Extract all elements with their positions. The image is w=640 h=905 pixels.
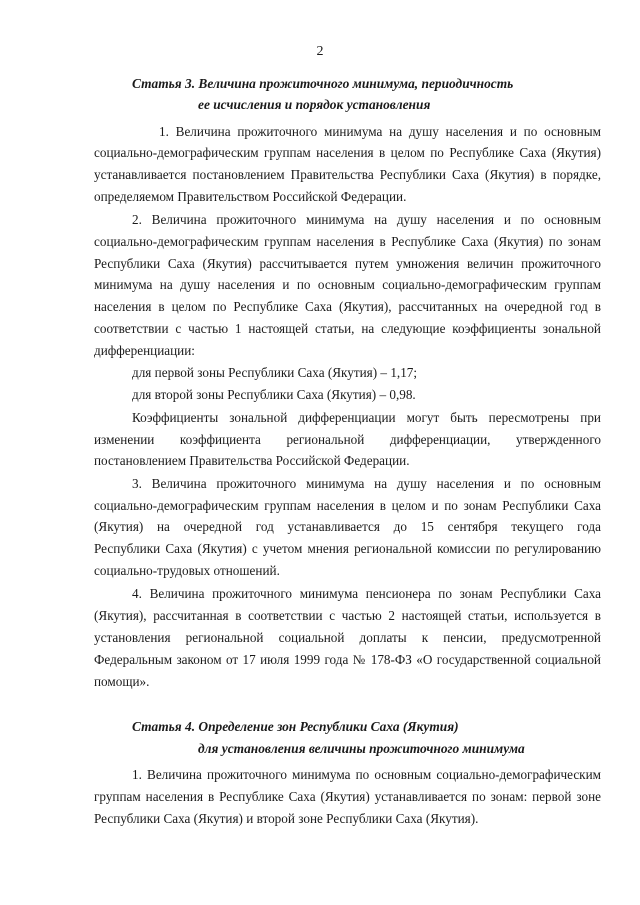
article-3-title-line-1: Статья 3. Величина прожиточного минимума, периодичность: [132, 76, 514, 91]
article-4-title-line-2: для установления величины прожиточного минимума: [198, 741, 525, 756]
article-3-p4-line: 4. Величина прожиточного минимума пенсионера по зонам Республики Саха: [132, 586, 601, 601]
article-3-p4-line: установления региональной социальной доплаты к пенсии, предусмотренной: [94, 630, 601, 645]
article-3-p3-line: социально-демографическим группам населения в целом и по зонам Республики Саха: [94, 498, 601, 513]
page-number: 2: [316, 44, 324, 59]
article-3-p2-line: 2. Величина прожиточного минимума на душу населения и по основным: [132, 212, 601, 227]
article-3-p2-line: Республики Саха (Якутия) рассчитывается путем умножения величин прожиточного: [94, 256, 601, 271]
article-3-p3-line: социально-трудовых отношений.: [94, 563, 280, 578]
article-3-p1-line: 1. Величина прожиточного минимума на душу населения и по основным: [159, 124, 601, 139]
article-3-p2-line: дифференциации:: [94, 343, 195, 358]
article-4-p1-line: группам населения в Республике Саха (Якутия) устанавливается по зонам: первой зоне: [94, 789, 601, 804]
zone-1-coefficient: для первой зоны Республики Саха (Якутия) – 1,17;: [132, 365, 418, 380]
article-4-p1-line: Республики Саха (Якутия) и второй зоне Республики Саха (Якутия).: [94, 811, 479, 826]
coefficient-revision-line: постановлением Правительства Российской Федерации.: [94, 453, 410, 468]
article-3-p4-line: (Якутия), рассчитанная в соответствии с частью 2 настоящей статьи, используется в: [94, 608, 601, 623]
article-4-title-line-1: Статья 4. Определение зон Республики Саха (Якутия): [132, 719, 459, 734]
article-3-p2-line: социально-демографическим группам населения в Республике Саха (Якутия) по зонам: [94, 234, 601, 249]
article-3-title-line-2: ее исчисления и порядок установления: [198, 97, 431, 112]
article-3-p2-line: соответствии с частью 1 настоящей статьи, на следующие коэффициенты зональной: [94, 321, 601, 336]
article-3-p3-line: Республики Саха (Якутия) с учетом мнения региональной комиссии по регулированию: [94, 541, 601, 556]
article-3-p3-line: 3. Величина прожиточного минимума на душу населения и по основным: [132, 476, 601, 491]
article-3-p1-line: социально-демографическим группам населения в целом по Республике Саха (Якутия): [94, 145, 601, 160]
article-3-p4-line: помощи».: [94, 674, 150, 689]
article-3-p2-line: населения в целом по Республике Саха (Якутия), рассчитанных на очередной год в: [94, 299, 601, 314]
coefficient-revision-line: Коэффициенты зональной дифференциации могут быть пересмотрены при: [132, 410, 601, 425]
article-3-p4-line: Федеральным законом от 17 июля 1999 года № 178-ФЗ «О государственной социальной: [94, 652, 601, 667]
article-3-p1-line: устанавливается постановлением Правительства Республики Саха (Якутия) в порядке,: [94, 167, 601, 182]
article-3-p3-line: (Якутия) на очередной год устанавливается до 15 сентября текущего года: [94, 519, 601, 534]
article-4-p1-line: 1. Величина прожиточного минимума по основным социально-демографическим: [132, 767, 601, 782]
coefficient-revision-line: изменении коэффициента региональной дифференциации, утвержденного: [94, 432, 601, 447]
zone-2-coefficient: для второй зоны Республики Саха (Якутия) – 0,98.: [132, 387, 416, 402]
article-3-p2-line: минимума на душу населения и по основным социально-демографическим группам: [94, 277, 601, 292]
article-3-p1-line: определяемом Правительством Российской Федерации.: [94, 189, 407, 204]
